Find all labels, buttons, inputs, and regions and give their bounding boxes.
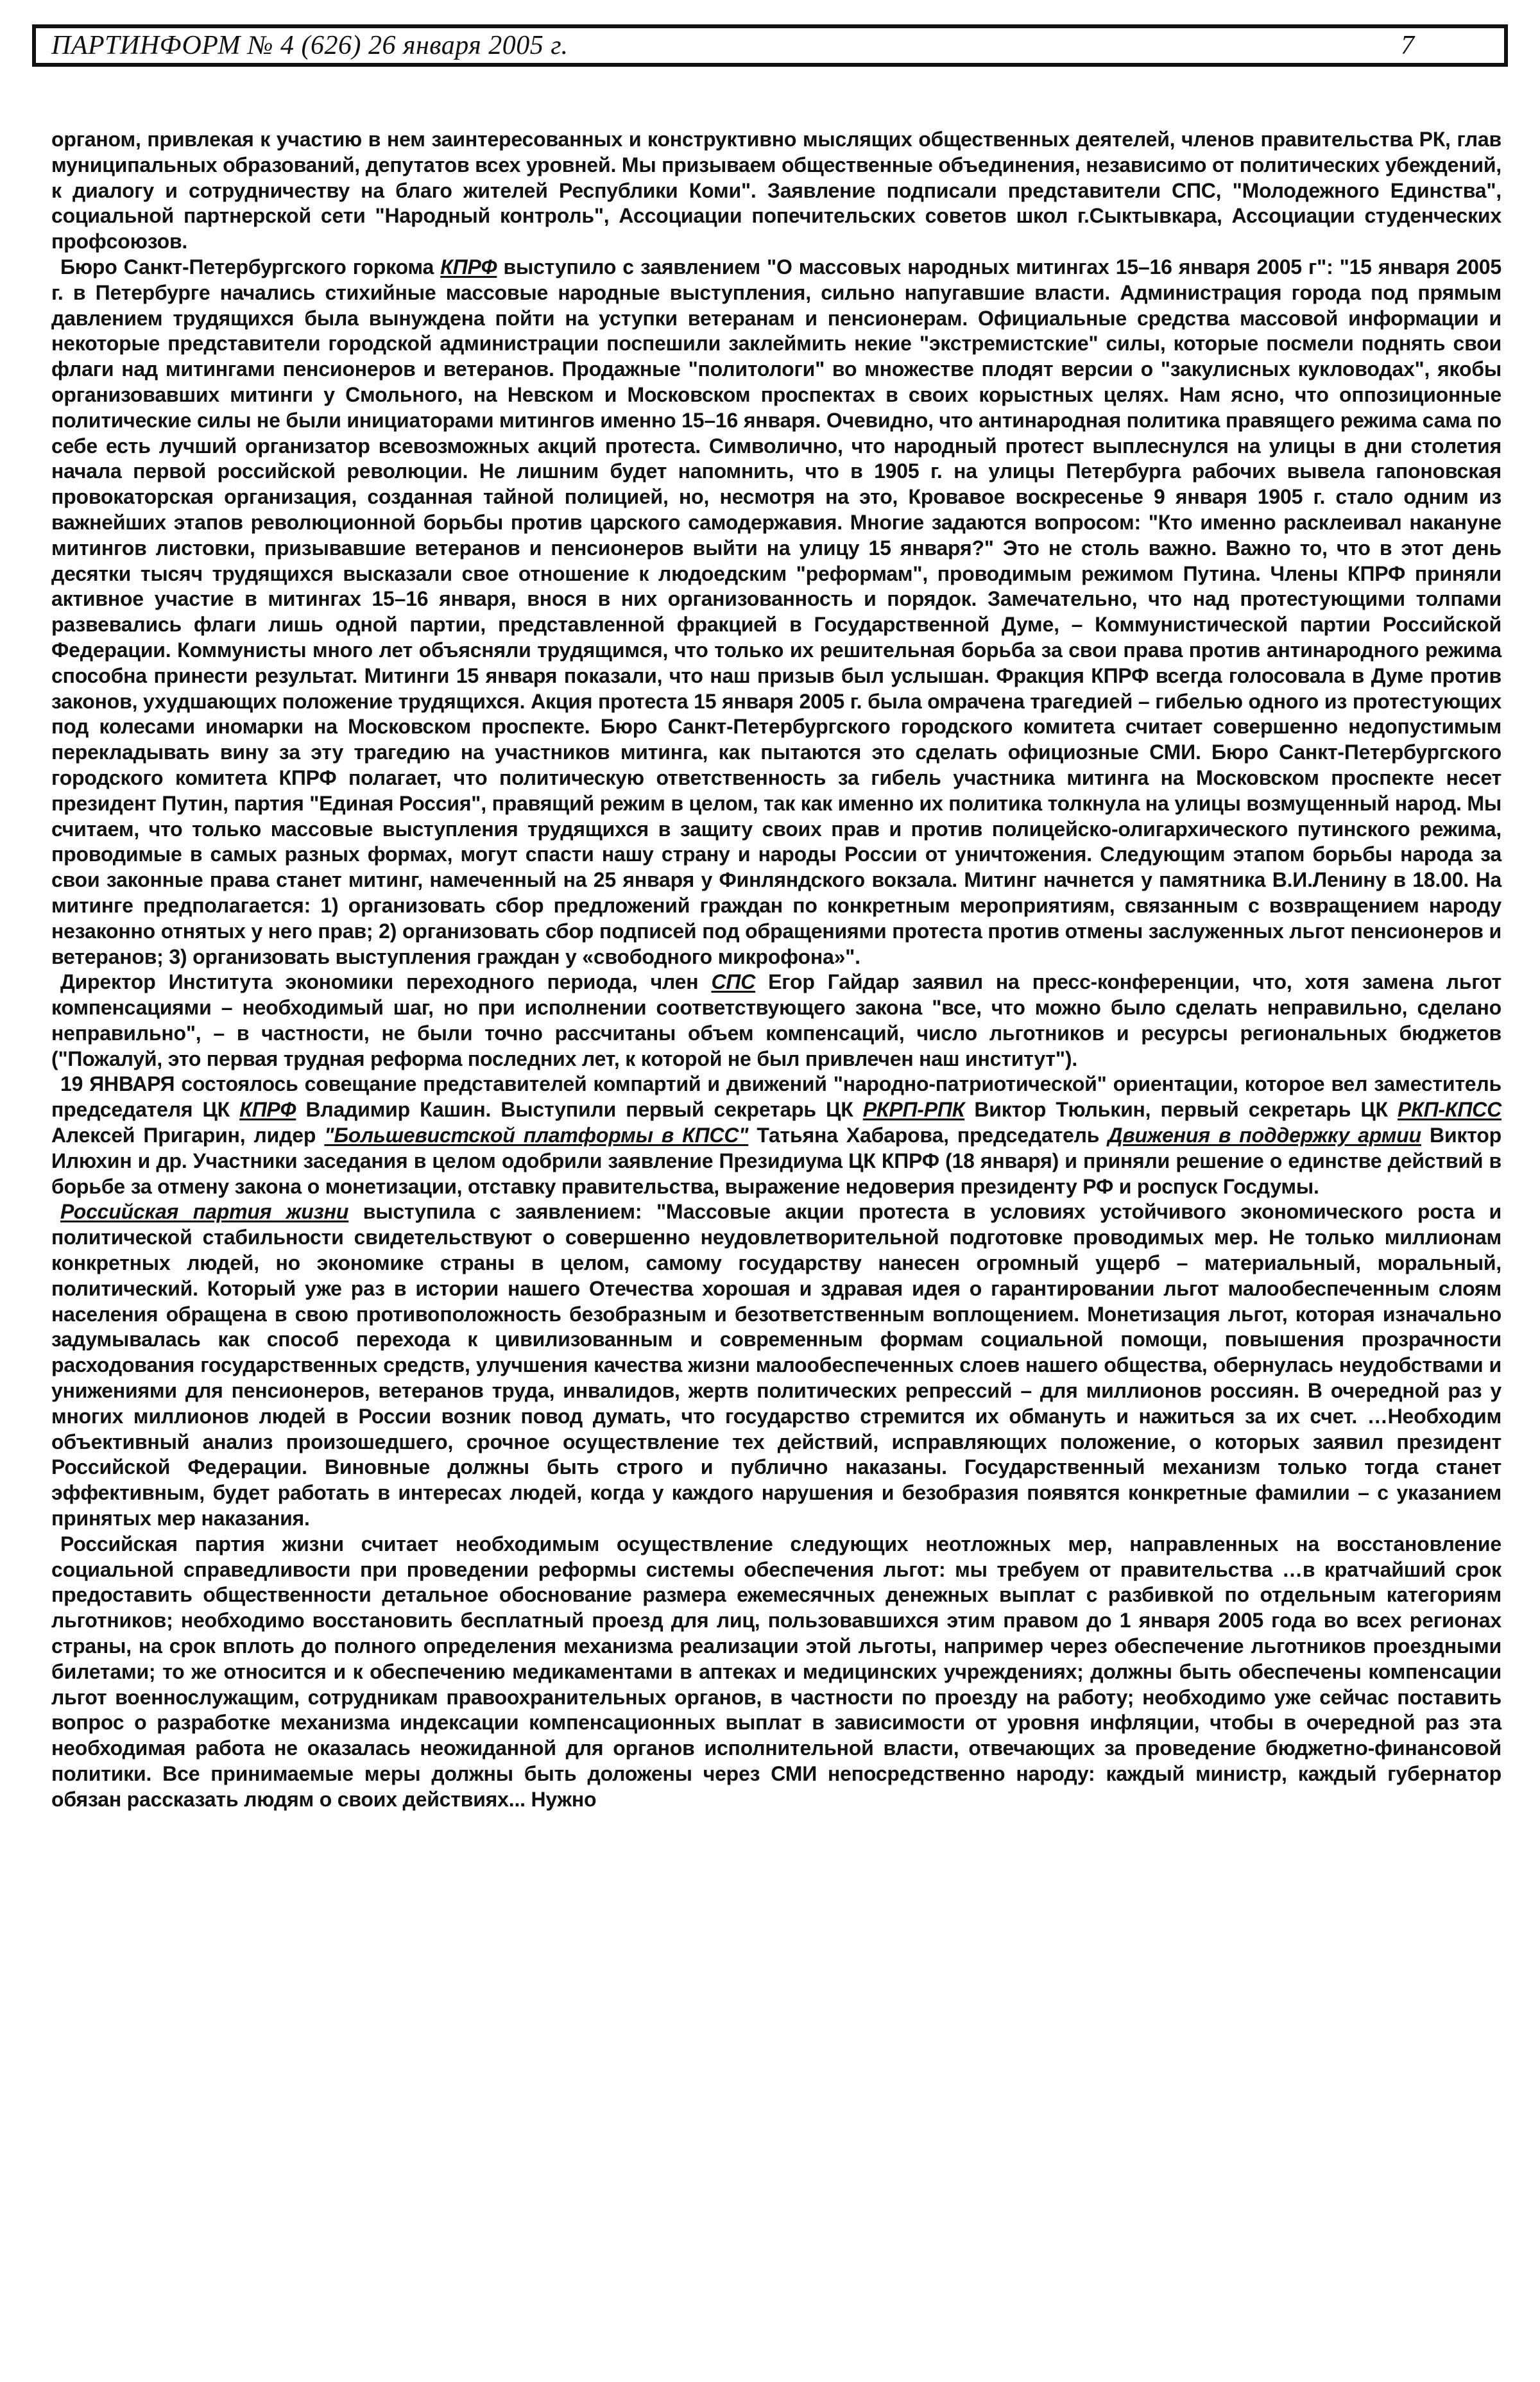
party-link-rkrp-rpk[interactable]: РКРП-РПК	[862, 1098, 965, 1122]
page-number: 7	[1401, 31, 1414, 60]
party-link-army-support[interactable]: Движения в поддержку армии	[1108, 1124, 1421, 1147]
paragraph-rpzh-statement: Российская партия жизни выступила с заявлением: "Массовые акции протеста в условиях устойчивого экономического роста и политической стабильности свидетельствуют о совершенно неудовлетворительной подготовке проводимых мер. Не только миллионам конкретных людей, но экономике страны в целом, самому государству нанесен огромный ущерб – материальный, моральный, политический. Который уже раз в истории нашего Отечества хорошая и здравая идея о гарантировании льгот малообеспеченным слоям населения обращена в свою противоположность безобразным и безответственным воплощением. Монетизация льгот, которая изначально задумывалась как способ перехода к цивилизованным и современным формам социальной помощи, повышения прозрачности расходования государственных средств, улучшения качества жизни малообеспеченных слоев нашего общества, обернулась неудобствами и унижениями для пенсионеров, ветеранов труда, инвалидов, жертв политических репрессий – для миллионов россиян. В очередной раз у многих миллионов людей в России возник повод думать, что государство стремится их обмануть и нажиться за их счет. …Необходим объективный анализ произошедшего, срочное осуществление тех действий, исправляющих положение, о которых заявил президент Российской Федерации. Виновные должны быть строго и публично наказаны. Государственный механизм только тогда станет эффективным, будет работать в интересах людей, когда у каждого нарушения и безобразия появятся конкретные фамилии – с указанием принятых мер наказания.	[51, 1200, 1502, 1530]
party-link-rkp-kpss[interactable]: РКП-КПСС	[1398, 1098, 1502, 1122]
article-body	[51, 127, 1502, 1813]
paragraph-spb-kprf: Бюро Санкт-Петербургского горкома КПРФ выступило с заявлением "О массовых народных митингах 15–16 января 2005 г": "15 января 2005 г. в Петербурге начались стихийные массовые народные выступления, сильно напугавшие власти. Администрация города под прямым давлением трудящихся была вынуждена пойти на уступки ветеранам и пенсионерам. Официальные средства массовой информации и некоторые представители городской администрации поспешили заклеймить некие "экстремистские" силы, которые посмели поднять свои флаги над митингами пенсионеров и ветеранов. Продажные "политологи" во множестве плодят версии о "закулисных кукловодах", якобы организовавших митинги у Смольного, на Невском и Московском проспектах в своих корыстных целях. Нам ясно, что оппозиционные политические силы не были инициаторами митингов именно 15–16 января. Очевидно, что антинародная политика правящего режима сама по себе есть лучший организатор всевозможных акций протеста. Символично, что народный протест выплеснулся на улицы в дни столетия начала первой российской революции. Не лишним будет напомнить, что в 1905 г. на улицы Петербурга рабочих вывела гапоновская провокаторская организация, созданная тайной полицией, но, несмотря на это, Кровавое воскресенье 9 января 1905 г. стало одним из важнейших этапов революционной борьбы против царского самодержавия. Многие задаются вопросом: "Кто именно расклеивал накануне митингов листовки, призывавшие ветеранов и пенсионеров выйти на улицу 15 января?" Это не столь важно. Важно то, что в этот день десятки тысяч трудящихся высказали свое отношение к людоедским "реформам", проводимым режимом Путина. Члены КПРФ приняли активное участие в митингах 15–16 января, внося в них организованность и порядок. Замечательно, что над протестующими толпами развевались флаги лишь одной партии, представленной фракцией в Государственной Думе, – Коммунистической партии Российской Федерации. Коммунисты много лет объясняли трудящимся, что только их решительная борьба за свои права против антинародного режима способна принести результат. Митинги 15 января показали, что наш призыв был услышан. Фракция КПРФ всегда голосовала в Думе против законов, ухудшающих положение трудящихся. Акция протеста 15 января 2005 г. была омрачена трагедией – гибелью одного из протестующих под колесами иномарки на Московском проспекте. Бюро Санкт-Петербургского городского комитета считает совершенно недопустимым перекладывать вину за эту трагедию на участников митинга, как пытаются это сделать официозные СМИ. Бюро Санкт-Петербургского городского комитета КПРФ полагает, что политическую ответственность за гибель участника митинга на Московском проспекте несет президент Путин, партия "Единая Россия", правящий режим в целом, так как именно их политика толкнула на улицы возмущенный народ. Мы считаем, что только массовые выступления трудящихся в защиту своих прав и против полицейско-олигархического путинского режима, проводимые в самых разных формах, могут спасти нашу страну и народы России от уничтожения. Следующим этапом борьбы народа за свои законные права станет митинг, намеченный на 25 января у Финляндского вокзала. Митинг начнется у памятника В.И.Ленину в 18.00. На митинге предполагается: 1) организовать сбор предложений граждан по конкретным мероприятиям, связанным с возвращением народу незаконно отнятых у него прав; 2) организовать сбор подписей под обращениями протеста против отмены заслуженных льгот пенсионеров и ветеранов; 3) организовать выступления граждан у «свободного микрофона»".	[51, 255, 1502, 968]
page-header	[32, 24, 1508, 67]
party-link-kprf-2[interactable]: КПРФ	[239, 1098, 296, 1122]
party-link-sps[interactable]: СПС	[711, 970, 756, 994]
party-link-kprf[interactable]: КПРФ	[440, 255, 497, 278]
paragraph-jan19-meeting: 19 ЯНВАРЯ состоялось совещание представителей компартий и движений "народно-патриотической" ориентации, которое вел заместитель председателя ЦК КПРФ Владимир Кашин. Выступили первый секретарь ЦК РКРП-РПК Виктор Тюлькин, первый секретарь ЦК РКП-КПСС Алексей Пригарин, лидер "Большевистской платформы в КПСС" Татьяна Хабарова, председатель Движения в поддержку армии Виктор Илюхин и др. Участники заседания в целом одобрили заявление Президиума ЦК КПРФ (18 января) и приняли решение о единстве действий в борьбе за отмену закона о монетизации, отставку правительства, выражение недоверия президенту РФ и роспуск Госдумы.	[51, 1072, 1502, 1198]
newspaper-title: ПАРТИНФОРМ № 4 (626) 26 января 2005 г.	[51, 31, 569, 60]
paragraph-komi-statement: органом, привлекая к участию в нем заинтересованных и конструктивно мыслящих общественных деятелей, членов правительства РК, глав муниципальных образований, депутатов всех уровней. Мы призываем общественные объединения, независимо от политических убеждений, к диалогу и сотрудничеству на благо жителей Республики Коми". Заявление подписали представители СПС, "Молодежного Единства", социальной партнерской сети "Народный контроль", Ассоциации попечительских советов школ г.Сыктывкара, Ассоциации студенческих профсоюзов.	[51, 128, 1502, 253]
paragraph-gaidar: Директор Института экономики переходного периода, член СПС Егор Гайдар заявил на пресс-конференции, что, хотя замена льгот компенсациями – необходимый шаг, но при исполнении соответствующего закона "все, что можно было сделать неправильно, сделано неправильно", – в частности, не были точно рассчитаны объем компенсаций, число льготников и ресурсы региональных бюджетов ("Пожалуй, это первая трудная реформа последних лет, к которой не был привлечен наш институт").	[51, 970, 1502, 1070]
paragraph-rpzh-measures: Российская партия жизни считает необходимым осуществление следующих неотложных мер, направленных на восстановление социальной справедливости при проведении реформы системы обеспечения льгот: мы требуем от правительства …в кратчайший срок предоставить общественности детальное обоснование размера ежемесячных денежных выплат с разбивкой по отдельным категориям льготников; необходимо восстановить бесплатный проезд для лиц, пользовавшихся этим правом до 1 января 2005 года во всех регионах страны, на срок вплоть до полного определения механизма реализации этой льготы, например через обеспечение льготников проездными билетами; то же относится и к обеспечению медикаментами в аптеках и медицинских учреждениях; должны быть обеспечены компенсации льгот военнослужащим, сотрудникам правоохранительных органов, в частности по проезду на работу; необходимо уже сейчас поставить вопрос о разработке механизма индексации компенсационных выплат в зависимости от уровня инфляции, чтобы в очередной раз эта необходимая работа не оказалась неожиданной для органов исполнительной власти, отвечающих за проведение бюджетно-финансовой политики. Все принимаемые меры должны быть доложены через СМИ непосредственно народу: каждый министр, каждый губернатор обязан рассказать людям о своих действиях... Нужно	[51, 1532, 1502, 1811]
party-link-bolshevik-platform[interactable]: "Большевистской платформы в КПСС"	[324, 1124, 749, 1147]
party-link-rpzh[interactable]: Российская партия жизни	[60, 1200, 349, 1224]
